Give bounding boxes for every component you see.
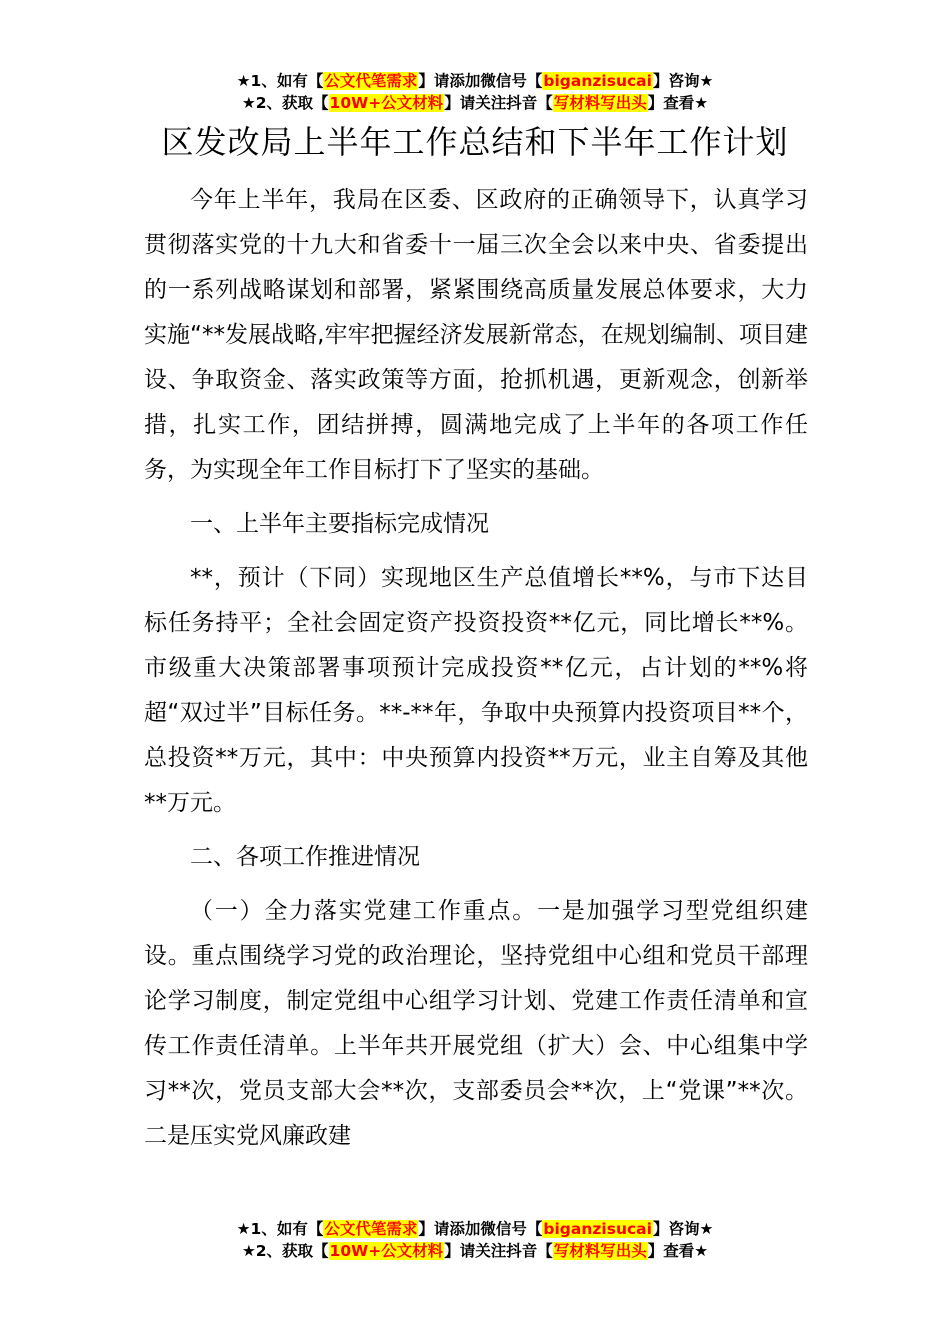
document-body	[144, 178, 808, 1168]
banner-highlight: 公文代笔需求	[324, 72, 418, 90]
banner-line-1: ★1、如有【公文代笔需求】请添加微信号【biganzisucai】咨询★	[236, 1220, 714, 1238]
section-heading-2: 二、各项工作推进情况	[190, 844, 420, 870]
banner-highlight: 10W+公文材料	[329, 94, 444, 112]
banner-highlight: 写材料写出头	[553, 1242, 647, 1260]
paragraph-intro: 今年上半年，我局在区委、区政府的正确领导下，认真学习贯彻落实党的十九大和省委十一届三次全会以来中央、省委提出的一系列战略谋划和部署，紧紧围绕高质量发展总体要求，大力实施“**发展战略,牢牢把握经济发展新常态，在规划编制、项目建设、争取资金、落实政策等方面，抢抓机遇，更新观念，创新举措，扎实工作，团结拼搏，圆满地完成了上半年的各项工作任务，为实现全年工作目标打下了坚实的基础。	[144, 187, 808, 483]
banner-highlight: 公文代笔需求	[324, 1220, 418, 1238]
banner-highlight: biganzisucai	[543, 1220, 652, 1238]
paragraph-indicators: **，预计（下同）实现地区生产总值增长**%，与市下达目标任务持平；全社会固定资产投资投资**亿元，同比增长**%。市级重大决策部署事项预计完成投资**亿元，占计划的**%将超“双过半”目标任务。**-**年，争取中央预算内投资项目**个，总投资**万元，其中：中央预算内投资**万元，业主自筹及其他**万元。	[144, 565, 808, 816]
banner-highlight: 10W+公文材料	[329, 1242, 444, 1260]
banner-line-1: ★1、如有【公文代笔需求】请添加微信号【biganzisucai】咨询★	[236, 72, 714, 90]
banner-highlight: 写材料写出头	[553, 94, 647, 112]
banner-highlight: biganzisucai	[543, 72, 652, 90]
banner-line-2: ★2、获取【10W+公文材料】请关注抖音【写材料写出头】查看★	[241, 1242, 709, 1260]
banner-line-2: ★2、获取【10W+公文材料】请关注抖音【写材料写出头】查看★	[241, 94, 709, 112]
section-heading-1: 一、上半年主要指标完成情况	[190, 511, 489, 537]
document-title: 区发改局上半年工作总结和下半年工作计划	[161, 123, 789, 161]
paragraph-party-building: （一）全力落实党建工作重点。一是加强学习型党组织建设。重点围绕学习党的政治理论，坚持党组中心组和党员干部理论学习制度，制定党组中心组学习计划、党建工作责任清单和宣传工作责任清单。上半年共开展党组（扩大）会、中心组集中学习**次，党员支部大会**次，支部委员会**次，上“党课”**次。二是压实党风廉政建	[144, 898, 808, 1149]
footer-banner	[0, 1218, 950, 1262]
header-banner	[0, 70, 950, 114]
